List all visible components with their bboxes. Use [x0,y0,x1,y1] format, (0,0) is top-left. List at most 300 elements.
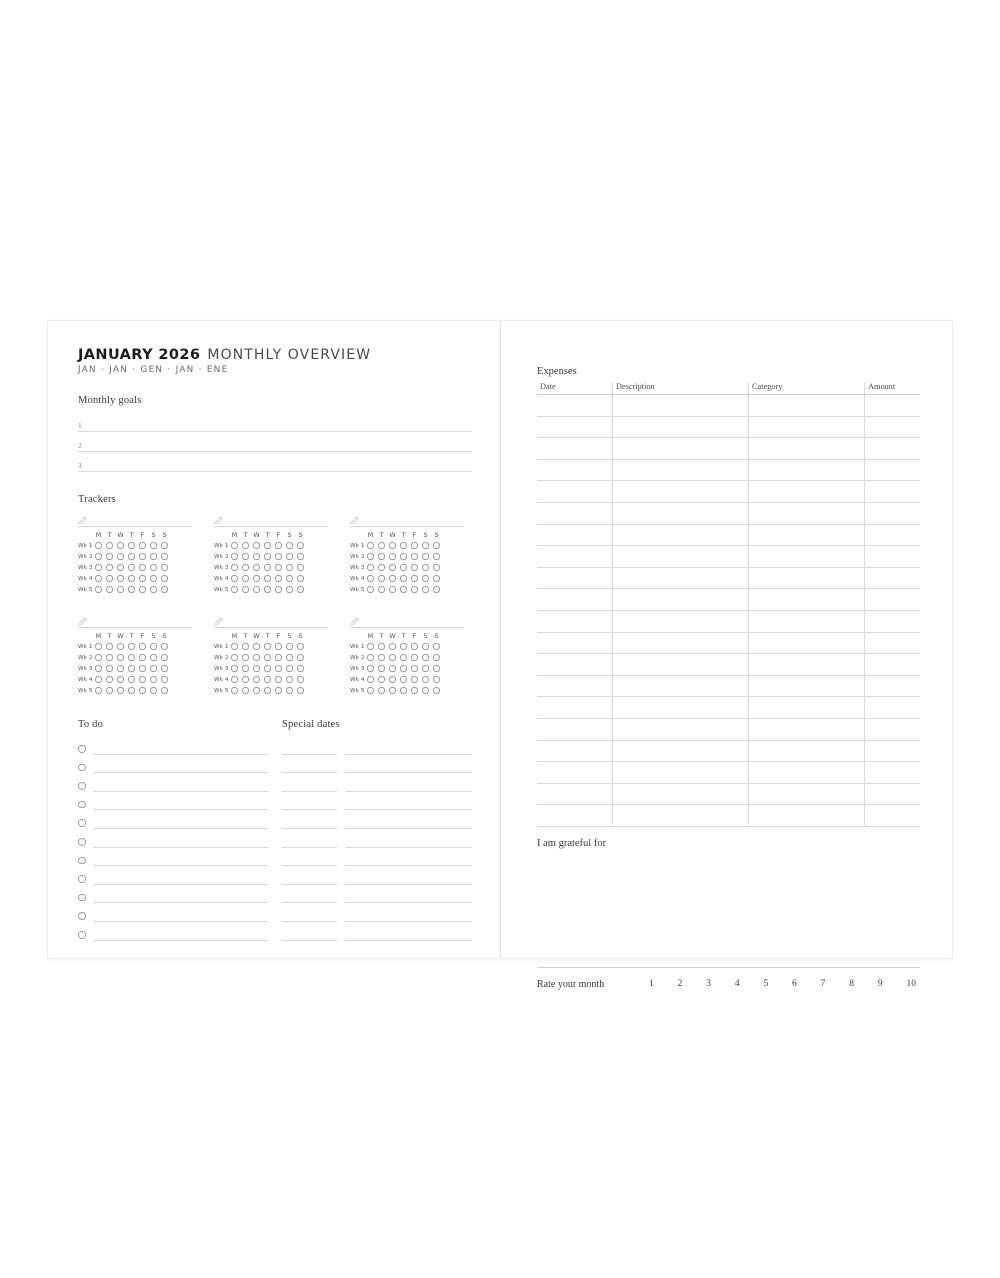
tracker-checkbox[interactable] [137,575,148,581]
todo-checkbox[interactable] [78,801,86,809]
expense-cell[interactable] [613,524,749,546]
tracker-checkbox[interactable] [431,643,442,649]
expense-cell[interactable] [613,502,749,524]
tracker-checkbox[interactable] [376,564,387,570]
expense-cell[interactable] [537,762,613,784]
tracker-checkbox[interactable] [126,575,137,581]
expense-cell[interactable] [749,654,865,676]
tracker-checkbox[interactable] [104,665,115,671]
table-row[interactable] [537,675,920,697]
expense-cell[interactable] [537,805,613,827]
special-date-item[interactable] [282,903,472,922]
tracker-checkbox[interactable] [420,687,431,693]
special-date-text-field[interactable] [345,884,472,904]
tracker-title-field[interactable] [78,511,192,527]
expense-cell[interactable] [613,459,749,481]
expense-cell[interactable] [537,546,613,568]
expense-cell[interactable] [865,438,921,460]
tracker-checkbox[interactable] [126,586,137,592]
expense-cell[interactable] [613,783,749,805]
table-row[interactable] [537,740,920,762]
tracker-checkbox[interactable] [229,553,240,559]
tracker-checkbox[interactable] [126,665,137,671]
tracker-checkbox[interactable] [251,654,262,660]
tracker-title-field[interactable] [78,612,192,628]
special-date-text-field[interactable] [345,772,472,792]
tracker-checkbox[interactable] [420,553,431,559]
tracker-checkbox[interactable] [126,542,137,548]
tracker-checkbox[interactable] [387,564,398,570]
tracker-checkbox[interactable] [126,687,137,693]
expense-cell[interactable] [613,589,749,611]
tracker-checkbox[interactable] [273,654,284,660]
rate-value[interactable]: 2 [677,979,683,990]
tracker-checkbox[interactable] [126,654,137,660]
tracker-checkbox[interactable] [115,542,126,548]
expense-cell[interactable] [537,632,613,654]
special-date-item[interactable] [282,829,472,848]
table-row[interactable] [537,459,920,481]
tracker-checkbox[interactable] [387,654,398,660]
tracker-checkbox[interactable] [126,643,137,649]
table-row[interactable] [537,416,920,438]
special-date-item[interactable] [282,736,472,755]
tracker-checkbox[interactable] [365,654,376,660]
expense-cell[interactable] [749,762,865,784]
tracker-checkbox[interactable] [284,542,295,548]
todo-write-line[interactable] [93,847,269,867]
tracker-checkbox[interactable] [409,665,420,671]
tracker-checkbox[interactable] [159,687,170,693]
tracker-checkbox[interactable] [104,586,115,592]
tracker-checkbox[interactable] [420,586,431,592]
tracker-checkbox[interactable] [229,542,240,548]
rate-value[interactable]: 8 [849,979,855,990]
special-date-text-field[interactable] [345,828,472,848]
tracker-title-field[interactable] [350,612,464,628]
tracker-checkbox[interactable] [420,643,431,649]
expense-cell[interactable] [613,740,749,762]
tracker-checkbox[interactable] [93,586,104,592]
tracker-checkbox[interactable] [365,564,376,570]
expense-cell[interactable] [865,718,921,740]
tracker-checkbox[interactable] [273,564,284,570]
expense-cell[interactable] [865,675,921,697]
tracker-checkbox[interactable] [93,575,104,581]
tracker-checkbox[interactable] [431,654,442,660]
tracker-checkbox[interactable] [229,687,240,693]
tracker-checkbox[interactable] [420,676,431,682]
special-date-item[interactable] [282,810,472,829]
tracker-checkbox[interactable] [387,665,398,671]
tracker-checkbox[interactable] [262,542,273,548]
table-row[interactable] [537,805,920,827]
tracker-checkbox[interactable] [115,553,126,559]
rate-value[interactable]: 1 [649,979,654,990]
todo-write-line[interactable] [93,828,269,848]
todo-checkbox[interactable] [78,782,86,790]
todo-item[interactable] [78,792,268,811]
tracker-checkbox[interactable] [240,665,251,671]
tracker-checkbox[interactable] [431,586,442,592]
expense-cell[interactable] [749,610,865,632]
tracker-checkbox[interactable] [126,676,137,682]
todo-item[interactable] [78,903,268,922]
tracker-checkbox[interactable] [376,665,387,671]
tracker-checkbox[interactable] [115,665,126,671]
tracker-checkbox[interactable] [376,586,387,592]
tracker-checkbox[interactable] [295,553,306,559]
expense-cell[interactable] [537,438,613,460]
tracker-checkbox[interactable] [420,542,431,548]
todo-write-line[interactable] [93,735,269,755]
expense-cell[interactable] [537,567,613,589]
expense-cell[interactable] [865,546,921,568]
todo-write-line[interactable] [93,884,269,904]
expense-cell[interactable] [865,395,921,417]
tracker-checkbox[interactable] [229,575,240,581]
tracker-checkbox[interactable] [273,665,284,671]
special-date-item[interactable] [282,848,472,867]
table-row[interactable] [537,697,920,719]
tracker-checkbox[interactable] [115,586,126,592]
tracker-checkbox[interactable] [273,687,284,693]
tracker-checkbox[interactable] [365,553,376,559]
expense-cell[interactable] [537,502,613,524]
tracker-checkbox[interactable] [93,676,104,682]
expense-cell[interactable] [749,718,865,740]
expense-cell[interactable] [537,589,613,611]
tracker-checkbox[interactable] [93,654,104,660]
special-date-day-field[interactable] [282,847,337,867]
tracker-checkbox[interactable] [137,643,148,649]
tracker-checkbox[interactable] [376,687,387,693]
special-date-item[interactable] [282,885,472,904]
tracker-checkbox[interactable] [229,564,240,570]
tracker-checkbox[interactable] [284,676,295,682]
tracker-checkbox[interactable] [295,687,306,693]
table-row[interactable] [537,438,920,460]
expense-cell[interactable] [749,438,865,460]
rate-value[interactable]: 10 [906,979,916,990]
todo-item[interactable] [78,922,268,941]
expense-cell[interactable] [865,481,921,503]
tracker-checkbox[interactable] [229,654,240,660]
tracker-checkbox[interactable] [431,665,442,671]
tracker-checkbox[interactable] [251,542,262,548]
expense-cell[interactable] [613,395,749,417]
tracker-checkbox[interactable] [284,586,295,592]
tracker-checkbox[interactable] [115,654,126,660]
tracker-checkbox[interactable] [409,687,420,693]
tracker-checkbox[interactable] [431,553,442,559]
expense-cell[interactable] [537,610,613,632]
todo-item[interactable] [78,810,268,829]
tracker-checkbox[interactable] [104,542,115,548]
todo-item[interactable] [78,829,268,848]
tracker-checkbox[interactable] [104,654,115,660]
tracker-checkbox[interactable] [387,586,398,592]
tracker-checkbox[interactable] [387,643,398,649]
special-date-day-field[interactable] [282,735,337,755]
tracker-checkbox[interactable] [365,586,376,592]
tracker-checkbox[interactable] [137,676,148,682]
expense-cell[interactable] [749,395,865,417]
rate-value[interactable]: 7 [820,979,826,990]
tracker-checkbox[interactable] [284,654,295,660]
tracker-checkbox[interactable] [251,665,262,671]
tracker-checkbox[interactable] [295,676,306,682]
tracker-checkbox[interactable] [409,676,420,682]
tracker-checkbox[interactable] [159,542,170,548]
tracker-checkbox[interactable] [262,665,273,671]
todo-write-line[interactable] [93,791,269,811]
expense-cell[interactable] [865,805,921,827]
tracker-checkbox[interactable] [365,643,376,649]
tracker-checkbox[interactable] [398,553,409,559]
tracker-checkbox[interactable] [137,553,148,559]
tracker-checkbox[interactable] [376,654,387,660]
expense-cell[interactable] [749,675,865,697]
expense-cell[interactable] [749,697,865,719]
expense-cell[interactable] [537,783,613,805]
tracker-checkbox[interactable] [398,676,409,682]
todo-checkbox[interactable] [78,912,86,920]
todo-write-line[interactable] [93,809,269,829]
tracker-checkbox[interactable] [376,575,387,581]
tracker-checkbox[interactable] [137,687,148,693]
tracker-checkbox[interactable] [251,586,262,592]
tracker-checkbox[interactable] [251,553,262,559]
tracker-checkbox[interactable] [387,542,398,548]
tracker-checkbox[interactable] [365,542,376,548]
tracker-checkbox[interactable] [387,553,398,559]
table-row[interactable] [537,481,920,503]
special-date-item[interactable] [282,773,472,792]
tracker-checkbox[interactable] [148,542,159,548]
tracker-checkbox[interactable] [240,586,251,592]
special-date-text-field[interactable] [345,865,472,885]
special-date-day-field[interactable] [282,828,337,848]
tracker-checkbox[interactable] [93,643,104,649]
tracker-checkbox[interactable] [409,654,420,660]
expense-cell[interactable] [865,502,921,524]
rate-value[interactable]: 4 [734,979,740,990]
tracker-checkbox[interactable] [284,643,295,649]
special-date-text-field[interactable] [345,809,472,829]
todo-item[interactable] [78,848,268,867]
tracker-checkbox[interactable] [251,564,262,570]
tracker-checkbox[interactable] [148,643,159,649]
tracker-checkbox[interactable] [273,542,284,548]
expense-cell[interactable] [865,697,921,719]
tracker-checkbox[interactable] [251,687,262,693]
tracker-checkbox[interactable] [115,643,126,649]
todo-item[interactable] [78,885,268,904]
expense-cell[interactable] [613,805,749,827]
tracker-checkbox[interactable] [262,654,273,660]
tracker-checkbox[interactable] [262,676,273,682]
tracker-checkbox[interactable] [159,665,170,671]
tracker-checkbox[interactable] [273,575,284,581]
rate-value[interactable]: 3 [706,979,711,990]
expense-cell[interactable] [749,632,865,654]
tracker-checkbox[interactable] [251,575,262,581]
goal-line[interactable] [78,452,472,472]
todo-write-line[interactable] [93,754,269,774]
table-row[interactable] [537,589,920,611]
tracker-checkbox[interactable] [431,542,442,548]
tracker-checkbox[interactable] [104,687,115,693]
special-date-item[interactable] [282,792,472,811]
tracker-checkbox[interactable] [420,575,431,581]
goal-line[interactable] [78,432,472,452]
expense-cell[interactable] [537,675,613,697]
tracker-checkbox[interactable] [229,676,240,682]
tracker-checkbox[interactable] [148,586,159,592]
tracker-checkbox[interactable] [273,643,284,649]
special-date-item[interactable] [282,922,472,941]
expense-cell[interactable] [537,459,613,481]
tracker-checkbox[interactable] [240,553,251,559]
expense-cell[interactable] [865,589,921,611]
tracker-checkbox[interactable] [284,553,295,559]
expense-cell[interactable] [613,610,749,632]
tracker-checkbox[interactable] [93,687,104,693]
tracker-checkbox[interactable] [251,676,262,682]
tracker-checkbox[interactable] [148,676,159,682]
tracker-checkbox[interactable] [295,564,306,570]
tracker-checkbox[interactable] [431,676,442,682]
table-row[interactable] [537,524,920,546]
tracker-checkbox[interactable] [284,575,295,581]
tracker-checkbox[interactable] [229,586,240,592]
tracker-checkbox[interactable] [115,575,126,581]
expense-cell[interactable] [865,740,921,762]
tracker-checkbox[interactable] [262,687,273,693]
tracker-checkbox[interactable] [409,643,420,649]
expense-cell[interactable] [537,416,613,438]
tracker-checkbox[interactable] [295,654,306,660]
table-row[interactable] [537,567,920,589]
tracker-checkbox[interactable] [409,542,420,548]
tracker-checkbox[interactable] [420,654,431,660]
todo-checkbox[interactable] [78,819,86,827]
expense-cell[interactable] [537,524,613,546]
tracker-checkbox[interactable] [148,564,159,570]
tracker-checkbox[interactable] [284,687,295,693]
tracker-checkbox[interactable] [409,564,420,570]
tracker-checkbox[interactable] [126,553,137,559]
tracker-checkbox[interactable] [398,654,409,660]
table-row[interactable] [537,632,920,654]
expense-cell[interactable] [749,524,865,546]
tracker-checkbox[interactable] [137,665,148,671]
expense-cell[interactable] [865,610,921,632]
tracker-checkbox[interactable] [398,542,409,548]
expense-cell[interactable] [865,416,921,438]
special-date-text-field[interactable] [345,847,472,867]
tracker-checkbox[interactable] [295,575,306,581]
tracker-checkbox[interactable] [387,575,398,581]
todo-write-line[interactable] [93,921,269,941]
expense-cell[interactable] [613,546,749,568]
expense-cell[interactable] [613,632,749,654]
table-row[interactable] [537,762,920,784]
tracker-checkbox[interactable] [93,564,104,570]
tracker-checkbox[interactable] [251,643,262,649]
todo-checkbox[interactable] [78,894,86,902]
tracker-checkbox[interactable] [115,564,126,570]
tracker-checkbox[interactable] [115,687,126,693]
tracker-checkbox[interactable] [376,643,387,649]
special-date-day-field[interactable] [282,791,337,811]
tracker-checkbox[interactable] [376,553,387,559]
tracker-checkbox[interactable] [159,643,170,649]
tracker-checkbox[interactable] [409,553,420,559]
tracker-title-field[interactable] [350,511,464,527]
tracker-checkbox[interactable] [159,575,170,581]
expense-cell[interactable] [865,654,921,676]
tracker-checkbox[interactable] [398,564,409,570]
tracker-checkbox[interactable] [262,564,273,570]
expense-cell[interactable] [749,502,865,524]
tracker-checkbox[interactable] [295,665,306,671]
tracker-checkbox[interactable] [240,676,251,682]
tracker-checkbox[interactable] [159,553,170,559]
goal-line[interactable] [78,412,472,432]
tracker-checkbox[interactable] [240,687,251,693]
todo-item[interactable] [78,866,268,885]
expense-cell[interactable] [749,416,865,438]
tracker-checkbox[interactable] [148,654,159,660]
expense-cell[interactable] [537,481,613,503]
expense-cell[interactable] [865,632,921,654]
todo-checkbox[interactable] [78,875,86,883]
expense-cell[interactable] [613,481,749,503]
tracker-checkbox[interactable] [148,575,159,581]
expense-cell[interactable] [749,567,865,589]
todo-checkbox[interactable] [78,745,86,753]
tracker-checkbox[interactable] [409,575,420,581]
special-date-text-field[interactable] [345,921,472,941]
tracker-checkbox[interactable] [295,586,306,592]
tracker-checkbox[interactable] [104,564,115,570]
tracker-checkbox[interactable] [93,553,104,559]
todo-checkbox[interactable] [78,764,86,772]
expense-cell[interactable] [749,459,865,481]
expense-cell[interactable] [865,459,921,481]
tracker-checkbox[interactable] [365,575,376,581]
tracker-checkbox[interactable] [284,564,295,570]
expense-cell[interactable] [749,740,865,762]
tracker-checkbox[interactable] [148,665,159,671]
expense-cell[interactable] [865,567,921,589]
expense-cell[interactable] [613,697,749,719]
tracker-checkbox[interactable] [262,575,273,581]
tracker-checkbox[interactable] [420,564,431,570]
tracker-checkbox[interactable] [93,542,104,548]
tracker-checkbox[interactable] [398,586,409,592]
tracker-checkbox[interactable] [229,665,240,671]
tracker-checkbox[interactable] [104,676,115,682]
table-row[interactable] [537,546,920,568]
tracker-checkbox[interactable] [387,687,398,693]
tracker-checkbox[interactable] [93,665,104,671]
expense-cell[interactable] [749,546,865,568]
tracker-checkbox[interactable] [137,564,148,570]
tracker-checkbox[interactable] [159,676,170,682]
